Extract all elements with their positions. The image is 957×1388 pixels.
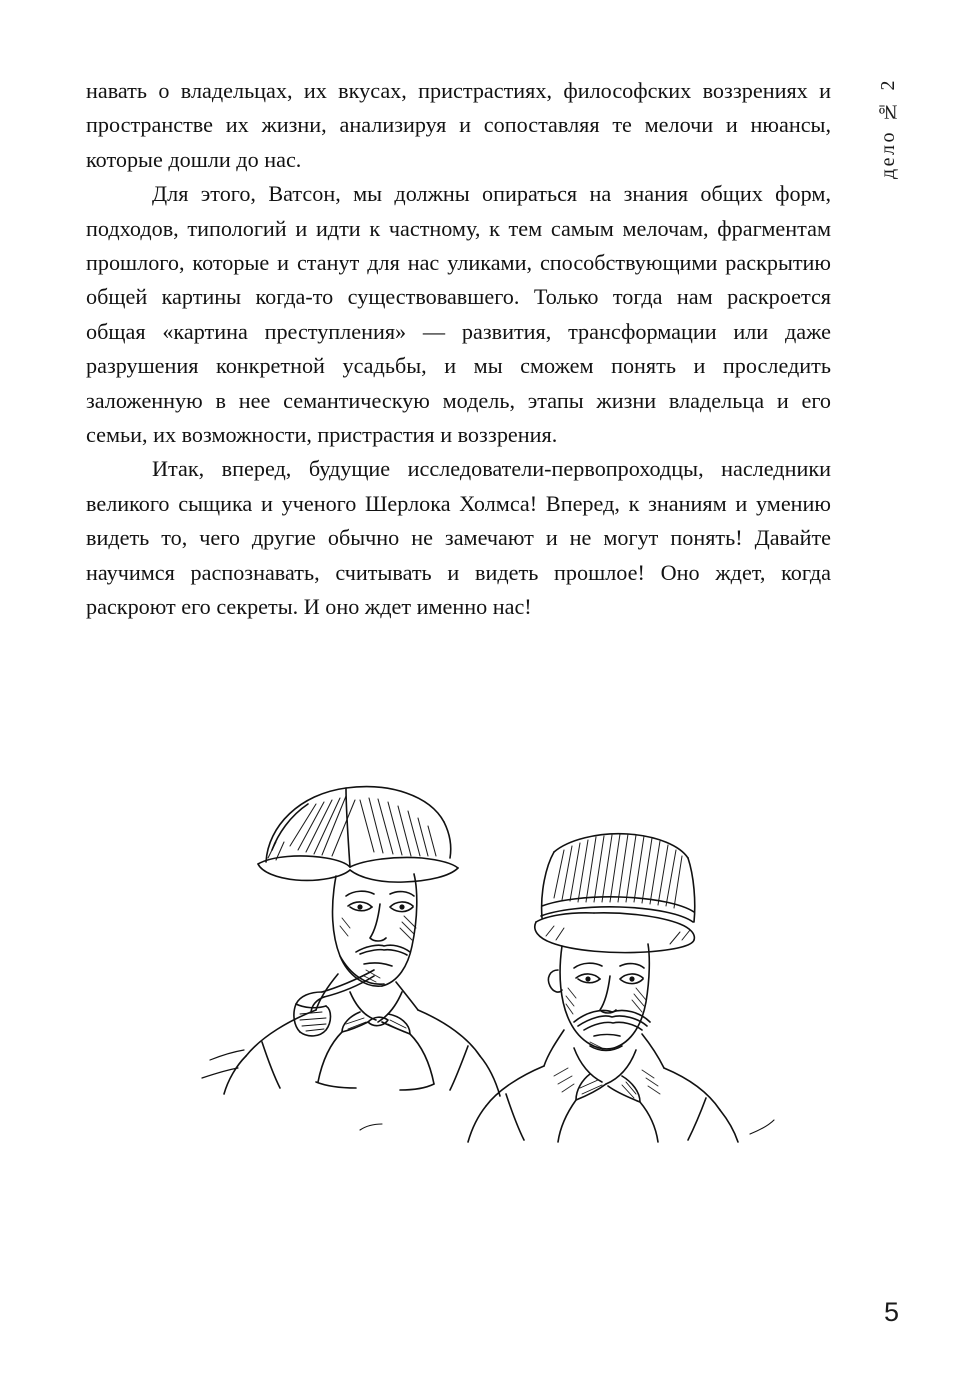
paragraph: Итак, вперед, будущие исследователи-первопроходцы, наследники великого сыщика и ученого Шерлока Холмса! Вперед, к знаниям и умению видеть то, чего другие обычно не замечают и не могут понять! Давайте научимся распознавать, считывать и видеть прошлое! Оно ждет, когда раскроют его секреты. И оно ждет именно нас! [86, 456, 831, 620]
running-head-text: дело № 2 [876, 78, 899, 180]
page-number: 5 [883, 1297, 899, 1327]
paragraph: Для этого, Ватсон, мы должны опираться на знания общих форм, подходов, типологий и идти к частному, к тем самым мелочам, фрагментам прошлого, которые и станут для нас уликами, способствующими раскрытию общей картины когда-то существовавшего. Только тогда нам раскроется общая «картина преступления» — развития, трансформации или даже разрушения конкретной усадьбы, и мы сможем понять и проследить заложенную в нее семантическую модель, этапы жизни владельца и его семьи, их возможности, пристрастия и воззрения. [86, 181, 831, 448]
body-text [86, 74, 831, 625]
sherlock-holmes-and-watson-ink-drawing [150, 730, 810, 1150]
paragraph: навать о владельцах, их вкусах, пристрастиях, философских воззрениях и пространстве их жизни, анализируя и сопоставляя те мелочи и нюансы, которые дошли до нас. [86, 78, 831, 172]
running-head [871, 78, 905, 248]
